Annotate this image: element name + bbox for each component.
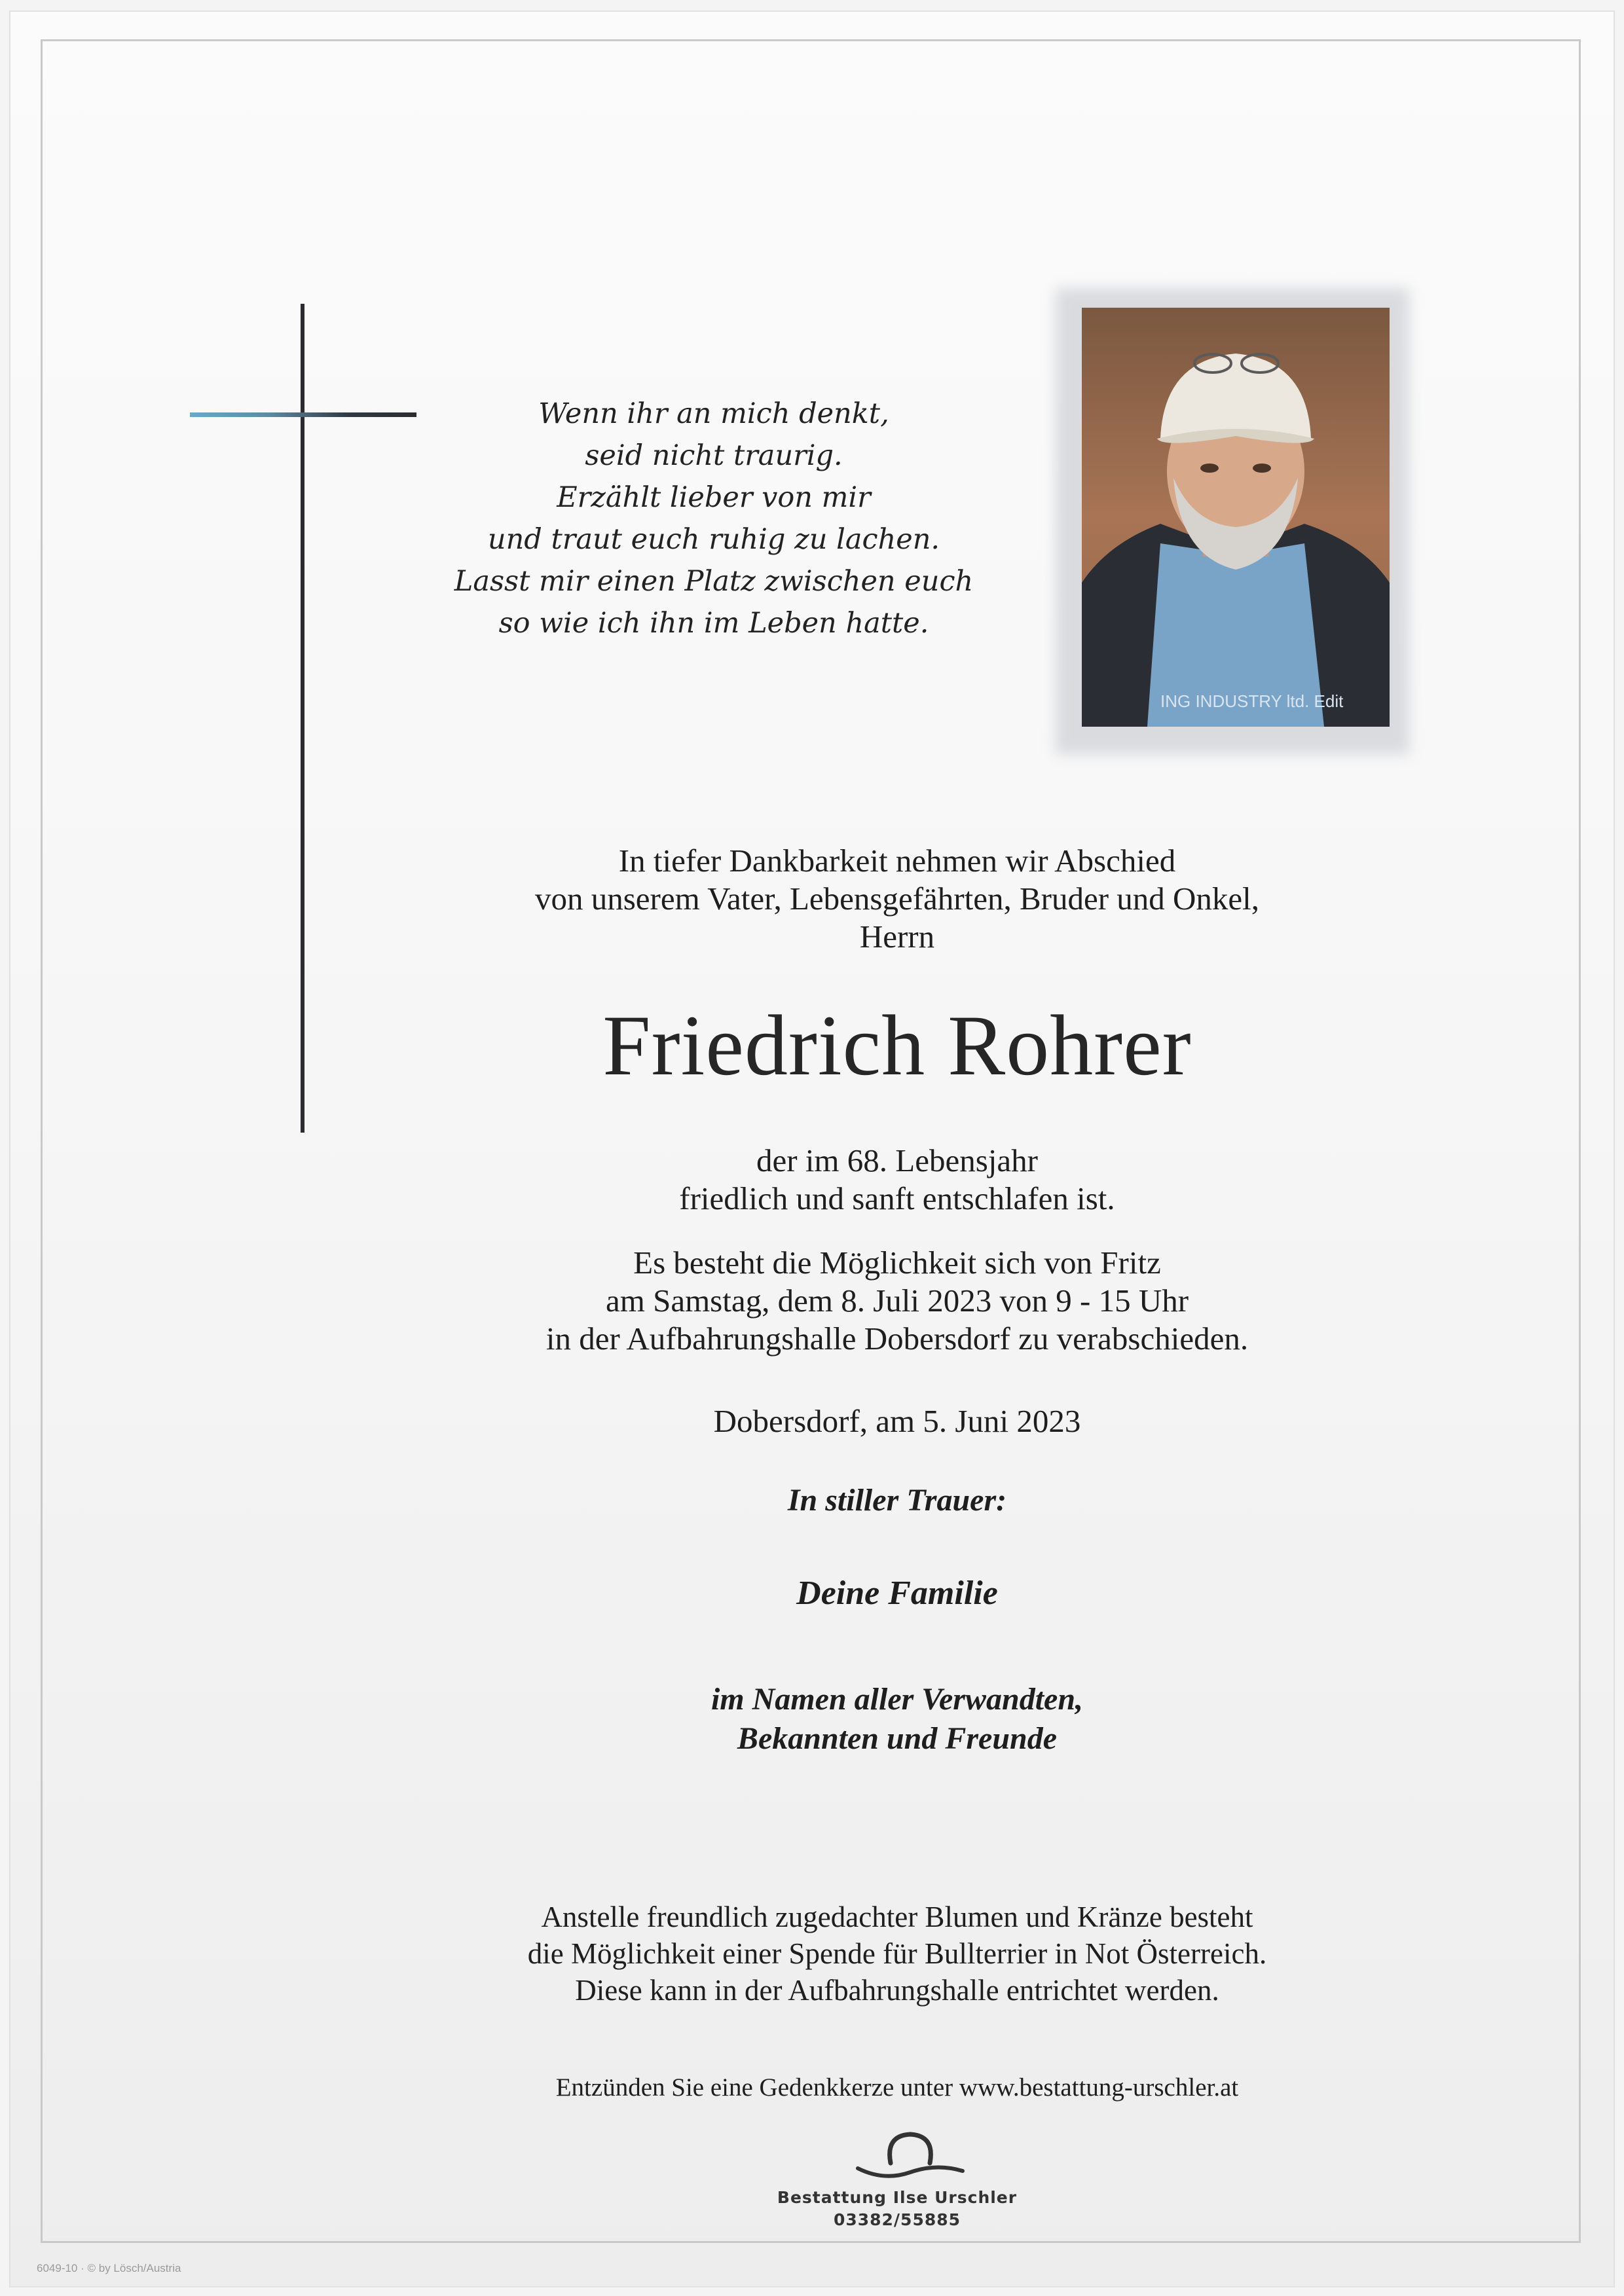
print-code: 6049-10 · © by Lösch/Austria: [37, 2262, 181, 2274]
shirt-text: ING INDUSTRY ltd. Edit: [1160, 691, 1344, 711]
announcement-line: von unserem Vater, Lebensgefährten, Bruder und Onkel,: [534, 881, 1260, 917]
donation-line: Diese kann in der Aufbahrungshalle entrichtet werden.: [575, 1974, 1219, 2007]
funeral-home-name: Bestattung Ilse Urschler: [777, 2188, 1018, 2207]
deceased-name: Friedrich Rohrer: [602, 997, 1192, 1093]
verse-line: und traut euch ruhig zu lachen.: [487, 523, 940, 556]
donation-note: [445, 1899, 1349, 2009]
relatives-line: Bekannten und Freunde: [737, 1721, 1058, 1756]
funeral-home-phone: 03382/55885: [833, 2210, 961, 2229]
verse-line: Lasst mir einen Platz zwischen euch: [454, 565, 974, 598]
farewell-text: [445, 1244, 1349, 1358]
verse-line: seid nicht traurig.: [585, 439, 843, 472]
portrait-photo: [1082, 308, 1390, 727]
age-line: friedlich und sanft entschlafen ist.: [679, 1180, 1115, 1216]
cross-vertical-bar: [301, 304, 304, 1133]
farewell-line: in der Aufbahrungshalle Dobersdorf zu verabschieden.: [545, 1321, 1249, 1357]
farewell-line: am Samstag, dem 8. Juli 2023 von 9 - 15 Uhr: [605, 1283, 1189, 1319]
funeral-home-info: [445, 2187, 1349, 2231]
place-date: Dobersdorf, am 5. Juni 2023: [713, 1403, 1081, 1439]
verse-line: so wie ich ihn im Leben hatte.: [498, 607, 929, 640]
donation-line: Anstelle freundlich zugedachter Blumen und Kränze besteht: [541, 1901, 1253, 1933]
announcement-line: In tiefer Dankbarkeit nehmen wir Abschied: [618, 843, 1176, 879]
age-line: der im 68. Lebensjahr: [756, 1142, 1038, 1178]
donation-line: die Möglichkeit einer Spende für Bullterrier in Not Österreich.: [527, 1937, 1267, 1970]
candle-note: Entzünden Sie eine Gedenkkerze unter www.bestattung-urschler.at: [555, 2073, 1239, 2102]
verse-line: Erzählt lieber von mir: [557, 481, 871, 514]
cross-horizontal-bar: [190, 412, 416, 417]
age-text: [445, 1142, 1349, 1218]
announcement-line: Herrn: [859, 919, 935, 955]
relatives-text: [445, 1680, 1349, 1758]
funeral-home-logo-icon: [845, 2129, 976, 2191]
relatives-line: im Namen aller Verwandten,: [710, 1682, 1084, 1717]
farewell-line: Es besteht die Möglichkeit sich von Fritz: [633, 1245, 1161, 1281]
family-signature: Deine Familie: [796, 1575, 998, 1612]
mourning-label: In stiller Trauer:: [787, 1483, 1007, 1518]
memorial-verse: [419, 393, 1008, 644]
announcement-text: [445, 842, 1349, 956]
portrait-illustration: [1082, 308, 1390, 727]
verse-line: Wenn ihr an mich denkt,: [538, 397, 889, 430]
